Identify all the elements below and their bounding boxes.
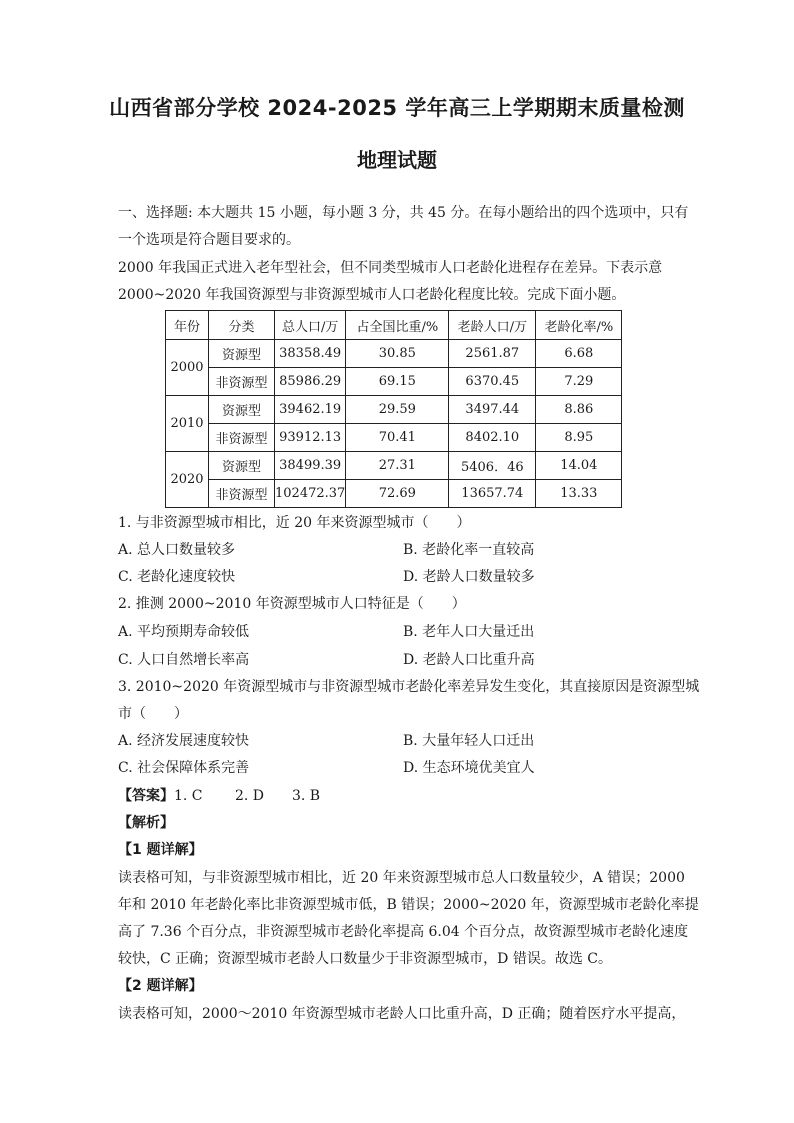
year-cell: 2020 <box>166 452 209 508</box>
elderly-cell: 13657.74 <box>449 480 536 508</box>
share-cell: 29.59 <box>346 396 449 424</box>
aging-rate-cell: 13.33 <box>536 480 622 508</box>
header-cell: 老龄化率/% <box>536 311 622 340</box>
table-row <box>166 424 622 452</box>
population-cell: 102472.37 <box>275 480 346 508</box>
population-cell: 93912.13 <box>275 424 346 452</box>
section-instructions-line-2: 一个选项是符合题目要求的。 <box>118 232 300 248</box>
type-cell: 非资源型 <box>209 480 275 508</box>
question-3-option-d[interactable]: D. 生态环境优美宜人 <box>403 760 535 776</box>
table-row <box>166 480 622 508</box>
question-1-stem: 1. 与非资源型城市相比，近 20 年来资源型城市（ ） <box>118 515 471 531</box>
elderly-cell: 3497.44 <box>449 396 536 424</box>
table-header-row <box>166 311 622 340</box>
q2-detail-line-1: 读表格可知，2000～2010 年资源型城市老龄人口比重升高，D 正确；随着医疗水平提高， <box>118 1006 686 1022</box>
answer-line <box>118 787 320 805</box>
elderly-cell: 8402.10 <box>449 424 536 452</box>
type-cell: 资源型 <box>209 452 275 480</box>
header-cell: 总人口/万 <box>275 311 346 340</box>
share-cell: 30.85 <box>346 340 449 368</box>
year-cell: 2010 <box>166 396 209 452</box>
question-3-option-b[interactable]: B. 大量年轻人口迁出 <box>403 733 535 749</box>
share-cell: 70.41 <box>346 424 449 452</box>
question-1-option-a[interactable]: A. 总人口数量较多 <box>118 542 236 558</box>
year-cell: 2000 <box>166 340 209 396</box>
question-3-option-a[interactable]: A. 经济发展速度较快 <box>118 733 250 749</box>
question-2-option-c[interactable]: C. 人口自然增长率高 <box>118 652 250 668</box>
type-cell: 资源型 <box>209 396 275 424</box>
share-cell: 27.31 <box>346 452 449 480</box>
share-cell: 69.15 <box>346 368 449 396</box>
aging-rate-cell: 7.29 <box>536 368 622 396</box>
elderly-cell: 5406．46 <box>449 452 536 480</box>
q1-detail-label: 【1 题详解】 <box>118 842 203 858</box>
type-cell: 非资源型 <box>209 424 275 452</box>
q1-detail-line-2: 年和 2010 年老龄化率比非资源型城市低，B 错误；2000~2020 年，资源型城市老龄化率提 <box>118 897 699 913</box>
elderly-cell: 2561.87 <box>449 340 536 368</box>
answer-label: 【答案】 <box>118 788 174 804</box>
table-row <box>166 396 622 424</box>
analysis-label: 【解析】 <box>118 815 174 831</box>
q1-detail-line-1: 读表格可知，与非资源型城市相比，近 20 年来资源型城市总人口数量较少，A 错误；2000 <box>118 870 685 886</box>
table-row <box>166 340 622 368</box>
type-cell: 资源型 <box>209 340 275 368</box>
share-cell: 72.69 <box>346 480 449 508</box>
question-3-stem-line-1: 3. 2010~2020 年资源型城市与非资源型城市老龄化率差异发生变化，其直接原因是资源型城 <box>118 679 700 695</box>
population-cell: 38499.39 <box>275 452 346 480</box>
intro-text-line-1: 2000 年我国正式进入老年型社会，但不同类型城市人口老龄化进程存在差异。下表示意 <box>118 260 663 276</box>
aging-rate-cell: 8.95 <box>536 424 622 452</box>
elderly-cell: 6370.45 <box>449 368 536 396</box>
document-subtitle: 地理试题 <box>357 148 437 172</box>
type-cell: 非资源型 <box>209 368 275 396</box>
intro-text-line-2: 2000~2020 年我国资源型与非资源型城市人口老龄化程度比较。完成下面小题。 <box>118 287 626 303</box>
q1-detail-line-4: 较快，C 正确；资源型城市老龄人口数量少于非资源型城市，D 错误。故选 C。 <box>118 951 612 967</box>
q1-detail-line-3: 高了 7.36 个百分点，非资源型城市老龄化率提高 6.04 个百分点，故资源型城市老龄化速度 <box>118 924 689 940</box>
question-2-option-d[interactable]: D. 老龄人口比重升高 <box>403 652 535 668</box>
question-2-option-b[interactable]: B. 老年人口大量迁出 <box>403 624 535 640</box>
question-1-option-b[interactable]: B. 老龄化率一直较高 <box>403 542 535 558</box>
population-cell: 39462.19 <box>275 396 346 424</box>
question-1-option-d[interactable]: D. 老龄人口数量较多 <box>403 569 535 585</box>
aging-rate-cell: 8.86 <box>536 396 622 424</box>
section-instructions-line-1: 一、选择题: 本大题共 15 小题，每小题 3 分，共 45 分。在每小题给出的四个选项中，只有 <box>118 205 689 221</box>
header-cell: 分类 <box>209 311 275 340</box>
population-cell: 85986.29 <box>275 368 346 396</box>
aging-rate-cell: 6.68 <box>536 340 622 368</box>
table-row <box>166 368 622 396</box>
header-cell: 年份 <box>166 311 209 340</box>
answer-text: 1. C 2. D 3. B <box>174 788 321 804</box>
table-row <box>166 452 622 480</box>
population-cell: 38358.49 <box>275 340 346 368</box>
question-2-stem: 2. 推测 2000~2010 年资源型城市人口特征是（ ） <box>118 596 466 612</box>
q2-detail-label: 【2 题详解】 <box>118 978 203 994</box>
header-cell: 老龄人口/万 <box>449 311 536 340</box>
document-title: 山西省部分学校 2024-2025 学年高三上学期期末质量检测 <box>109 96 685 120</box>
question-3-stem-line-2: 市（ ） <box>118 706 188 722</box>
question-2-option-a[interactable]: A. 平均预期寿命较低 <box>118 624 250 640</box>
aging-rate-cell: 14.04 <box>536 452 622 480</box>
question-1-option-c[interactable]: C. 老龄化速度较快 <box>118 569 236 585</box>
question-3-option-c[interactable]: C. 社会保障体系完善 <box>118 760 250 776</box>
population-aging-table <box>165 310 622 508</box>
header-cell: 占全国比重/% <box>346 311 449 340</box>
